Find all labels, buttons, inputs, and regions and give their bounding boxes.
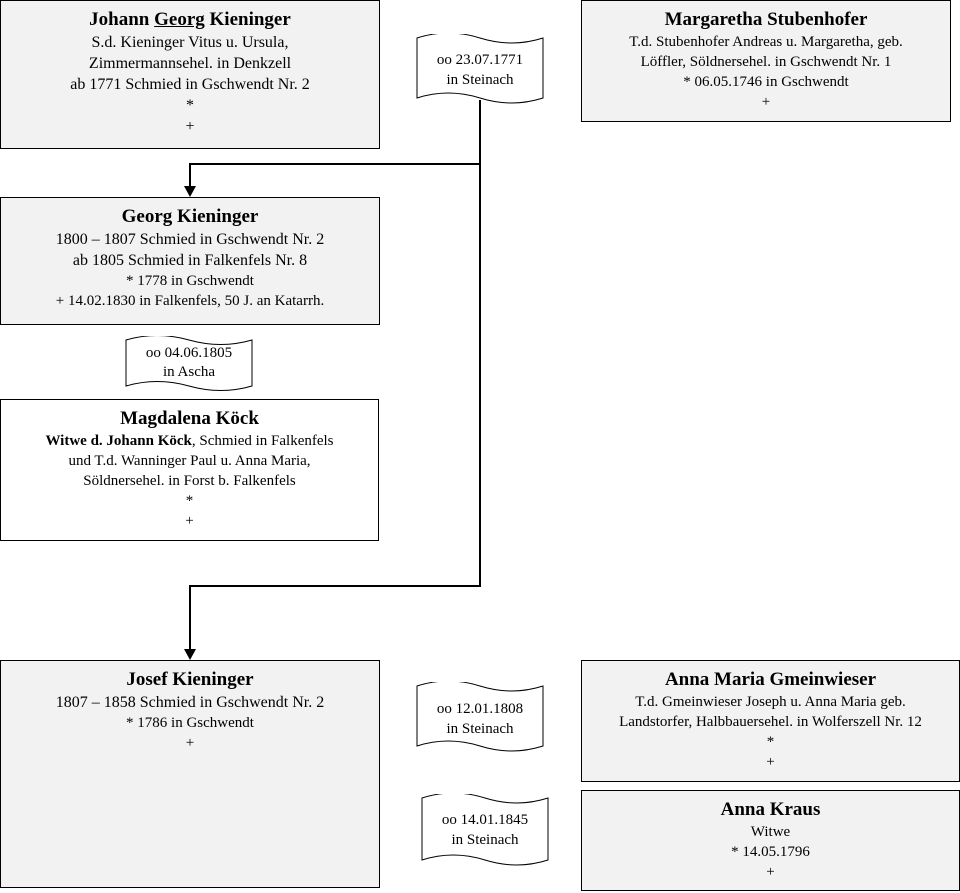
marriage-scroll-1808 [416, 682, 544, 754]
marriage-place: in Steinach [451, 832, 519, 848]
marriage-date: oo 12.01.1808 [436, 701, 524, 717]
person-box-georg-kieninger [0, 197, 380, 325]
marriage-date: oo 23.07.1771 [436, 52, 524, 68]
person-detail: und T.d. Wanninger Paul u. Anna Maria, [68, 453, 311, 469]
person-detail: 1807 – 1858 Schmied in Gschwendt Nr. 2 [55, 694, 325, 711]
death-marker: + [185, 735, 195, 751]
death-date: + 14.02.1830 in Falkenfels, 50 J. an Katarrh. [55, 293, 325, 309]
person-detail: ab 1771 Schmied in Gschwendt Nr. 2 [70, 76, 310, 93]
death-marker: + [766, 864, 775, 880]
birth-date: * 14.05.1796 [731, 844, 810, 860]
person-detail: Landstorfer, Halbbauersehel. in Wolferszell Nr. 12 [619, 714, 922, 730]
death-marker: + [185, 118, 195, 135]
marriage-scroll-1845 [421, 794, 549, 868]
marriage-place: in Steinach [446, 72, 514, 88]
marriage-scroll-1771 [416, 34, 544, 106]
person-box-margaretha-stubenhofer [581, 0, 951, 122]
person-box-anna-kraus [581, 790, 960, 891]
person-detail: T.d. Gmeinwieser Joseph u. Anna Maria geb. [635, 694, 906, 710]
birth-date: * 1786 in Gschwendt [126, 715, 254, 731]
birth-marker: * [186, 97, 194, 114]
birth-marker: * [766, 734, 775, 750]
person-name: Magdalena Köck [120, 408, 259, 429]
person-box-magdalena-koeck [0, 399, 379, 541]
marriage-place: in Steinach [446, 721, 514, 737]
death-marker: + [761, 94, 771, 110]
person-box-johann-georg-kieninger [0, 0, 380, 149]
person-box-anna-maria-gmeinwieser [581, 660, 960, 782]
marriage-date: oo 14.01.1845 [441, 812, 529, 828]
arrow-to-josef [184, 649, 196, 660]
marriage-date: oo 04.06.1805 [145, 345, 233, 361]
person-detail: 1800 – 1807 Schmied in Gschwendt Nr. 2 [55, 231, 325, 248]
arrow-to-georg [184, 186, 196, 197]
marriage-scroll-1805 [125, 336, 253, 394]
person-detail: Zimmermannsehel. in Denkzell [88, 55, 292, 72]
person-detail: Witwe [750, 824, 791, 840]
person-detail: Witwe d. Johann Köck, Schmied in Falkenfels [45, 433, 334, 449]
person-name: Johann Georg Kieninger [89, 9, 291, 30]
person-name: Josef Kieninger [126, 669, 254, 690]
birth-date: * 1778 in Gschwendt [126, 273, 254, 289]
person-detail: Löffler, Söldnersehel. in Gschwendt Nr. 1 [640, 54, 892, 70]
death-marker: + [766, 754, 775, 770]
birth-marker: * [185, 493, 194, 509]
person-detail: S.d. Kieninger Vitus u. Ursula, [91, 34, 289, 51]
birth-date: * 06.05.1746 in Gschwendt [683, 74, 849, 90]
person-detail: T.d. Stubenhofer Andreas u. Margaretha, geb. [629, 34, 903, 50]
marriage-place: in Ascha [162, 364, 216, 380]
person-name: Anna Kraus [720, 799, 821, 820]
person-detail: ab 1805 Schmied in Falkenfels Nr. 8 [72, 252, 308, 269]
person-name: Margaretha Stubenhofer [664, 9, 868, 30]
death-marker: + [185, 513, 194, 529]
person-name: Anna Maria Gmeinwieser [664, 669, 877, 690]
person-detail: Söldnersehel. in Forst b. Falkenfels [83, 473, 296, 489]
person-name: Georg Kieninger [121, 206, 259, 227]
person-box-josef-kieninger [0, 660, 380, 888]
